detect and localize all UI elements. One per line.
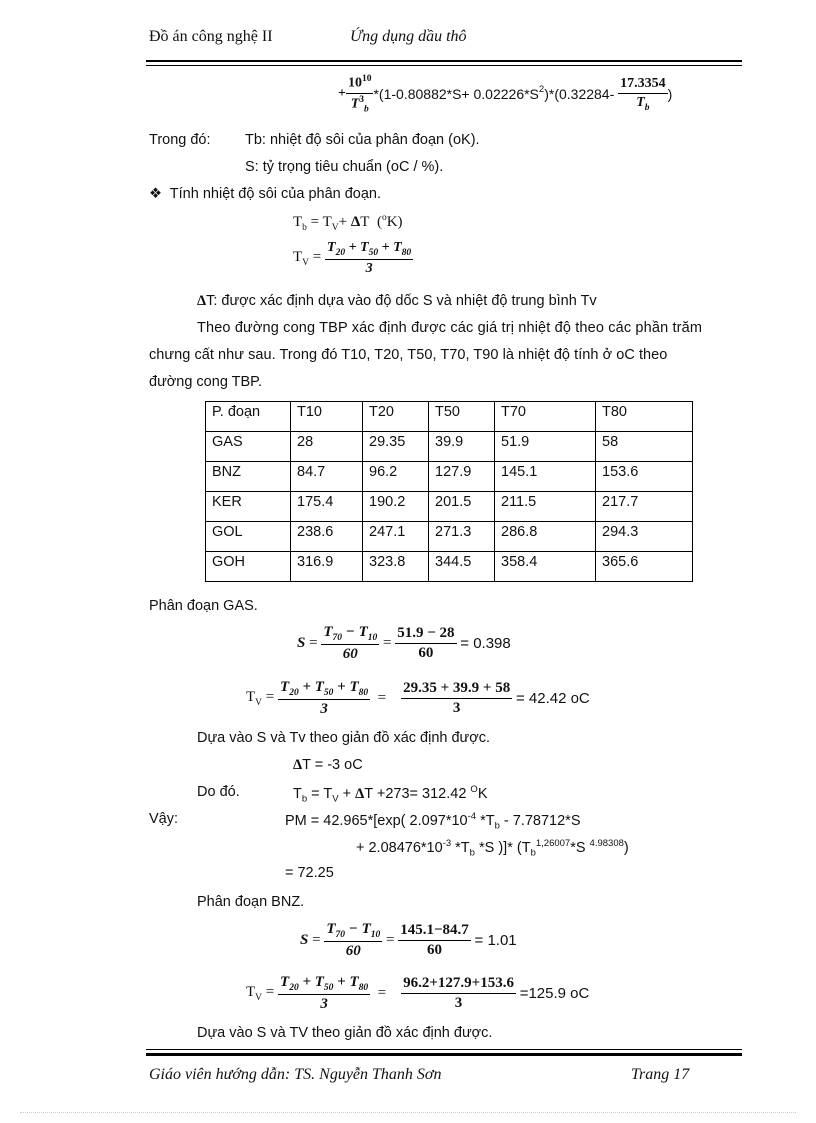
diamond-bullet-icon: ❖ bbox=[149, 186, 162, 202]
table-cell: GOL bbox=[206, 522, 291, 552]
page-bottom-dotted-line bbox=[20, 1112, 796, 1113]
footer-rule-thick bbox=[146, 1053, 742, 1056]
table-row bbox=[206, 462, 693, 492]
table-row bbox=[206, 522, 693, 552]
table-cell: 201.5 bbox=[429, 492, 495, 522]
gas-s-equation: S = $\frac{T_{70} - T_{10}}{60}$ = $\frac{51.9 - 28}{60}$ = 0.398 bbox=[297, 624, 511, 662]
gas-delta: ΔT = -3 oC bbox=[293, 757, 363, 773]
table-cell: 286.8 bbox=[495, 522, 596, 552]
bnz-s-equation: S = $\frac{T_{70} - T_{10}}{60}$ = $\frac{145.1-84.7}{60}$ = 1.01 bbox=[300, 921, 517, 959]
eq-tb: $T_b = T_V+ \Delta T$ ($^o$K) bbox=[293, 213, 403, 233]
table-cell: 51.9 bbox=[495, 432, 596, 462]
table-cell: 58 bbox=[596, 432, 693, 462]
formula-fraction-1: $\frac{10^{10}}{T^3_b}$ bbox=[347, 74, 372, 115]
delta-description: ΔT: được xác định dựa vào độ dốc S và nhiệt độ trung bình Tv bbox=[197, 293, 597, 309]
table-header-cell: T50 bbox=[429, 402, 495, 432]
table-cell: 29.35 bbox=[363, 432, 429, 462]
where-s: S: tỷ trọng tiêu chuẩn (oC / %). bbox=[245, 159, 444, 175]
table-header-cell: T20 bbox=[363, 402, 429, 432]
gas-vay: Vậy: bbox=[149, 811, 179, 827]
eq-tv: $T_V$ = $\frac{T_{20} + T_{50} + T_{80}}{3}$ bbox=[293, 240, 412, 276]
footer-advisor: Giáo viên hướng dẫn: TS. Nguyễn Thanh Sơn bbox=[149, 1066, 442, 1083]
para-line-1: Theo đường cong TBP xác định được các giá trị nhiệt độ theo các phần trăm bbox=[197, 320, 703, 336]
header-rule-thick bbox=[146, 60, 742, 62]
header-left: Đồ án công nghệ II bbox=[149, 28, 273, 45]
footer-page-number: Trang 17 bbox=[631, 1066, 690, 1083]
tbp-table bbox=[205, 401, 693, 582]
header-rule-thin bbox=[146, 65, 742, 66]
gas-pm-line-2: + $2.08476*10^{-3}$ $*T_b$ *S )]* ($T_b^{1,26007}*S$ $^{4.98308}$) bbox=[356, 838, 629, 859]
bullet-item: ❖ Tính nhiệt độ sôi của phân đoạn. bbox=[149, 186, 382, 202]
footer-rule-thin bbox=[146, 1049, 742, 1050]
table-row bbox=[206, 552, 693, 582]
table-cell: 175.4 bbox=[291, 492, 363, 522]
gas-title: Phân đoạn GAS. bbox=[149, 598, 258, 614]
table-cell: 358.4 bbox=[495, 552, 596, 582]
table-cell: 294.3 bbox=[596, 522, 693, 552]
gas-do-do: Do đó. bbox=[197, 784, 240, 800]
where-tb: Tb: nhiệt độ sôi của phân đoạn (oK). bbox=[245, 132, 480, 148]
table-cell: 39.9 bbox=[429, 432, 495, 462]
formula-fraction-2: $\frac{17.3354}{T_b}$ bbox=[620, 75, 666, 113]
table-header-cell: P. đoạn bbox=[206, 402, 291, 432]
table-header-cell: T80 bbox=[596, 402, 693, 432]
table-row bbox=[206, 492, 693, 522]
formula-top: + $\frac{10^{10}}{T^3_b}$ $*(1-0.80882*S+ 0.02226*S^2)*(0.32284-$ $\frac{17.3354}{T_b}$ ) bbox=[338, 74, 673, 115]
table-cell: 316.9 bbox=[291, 552, 363, 582]
gas-pm-result: = 72.25 bbox=[285, 865, 334, 881]
table-header-row bbox=[206, 402, 693, 432]
table-cell: 127.9 bbox=[429, 462, 495, 492]
table-cell: GOH bbox=[206, 552, 291, 582]
table-cell: 271.3 bbox=[429, 522, 495, 552]
gas-pm-line-1: PM = 42.965*[exp( $2.097*10^{-4}$ $*T_b - 7.78712*S$ bbox=[285, 811, 581, 832]
table-cell: 84.7 bbox=[291, 462, 363, 492]
table-cell: 190.2 bbox=[363, 492, 429, 522]
where-label: Trong đó: bbox=[149, 132, 211, 148]
gas-tv-equation: $T_V$ = $\frac{T_{20} + T_{50} + T_{80}}{3}$ = $\frac{29.35 + 39.9 + 58}{3}$ = 42.42 oC bbox=[246, 679, 590, 717]
table-cell: BNZ bbox=[206, 462, 291, 492]
table-cell: 153.6 bbox=[596, 462, 693, 492]
table-cell: 344.5 bbox=[429, 552, 495, 582]
bnz-title: Phân đoạn BNZ. bbox=[197, 894, 305, 910]
header-right: Ứng dụng dầu thô bbox=[350, 28, 467, 45]
table-cell: 217.7 bbox=[596, 492, 693, 522]
table-cell: 247.1 bbox=[363, 522, 429, 552]
table-cell: 96.2 bbox=[363, 462, 429, 492]
table-row bbox=[206, 432, 693, 462]
table-header-cell: T10 bbox=[291, 402, 363, 432]
table-cell: 238.6 bbox=[291, 522, 363, 552]
table-cell: 28 bbox=[291, 432, 363, 462]
table-cell: KER bbox=[206, 492, 291, 522]
table-cell: 211.5 bbox=[495, 492, 596, 522]
bnz-chart-text: Dựa vào S và TV theo giản đồ xác định được. bbox=[197, 1025, 493, 1041]
gas-chart-text: Dựa vào S và Tv theo giản đồ xác định được. bbox=[197, 730, 491, 746]
para-line-3: đường cong TBP. bbox=[149, 374, 263, 390]
table-cell: 145.1 bbox=[495, 462, 596, 492]
gas-tb-equation: $T_b = T_V + \Delta T +273= 312.42$ $^O$K bbox=[293, 784, 488, 805]
table-cell: 323.8 bbox=[363, 552, 429, 582]
table-cell: GAS bbox=[206, 432, 291, 462]
bnz-tv-equation: $T_V$ = $\frac{T_{20} + T_{50} + T_{80}}{3}$ = $\frac{96.2+127.9+153.6}{3}$ =125.9 oC bbox=[246, 974, 590, 1012]
para-line-2: chưng cất như sau. Trong đó T10, T20, T50, T70, T90 là nhiệt độ tính ở oC theo bbox=[149, 347, 668, 363]
table-header-cell: T70 bbox=[495, 402, 596, 432]
table-cell: 365.6 bbox=[596, 552, 693, 582]
